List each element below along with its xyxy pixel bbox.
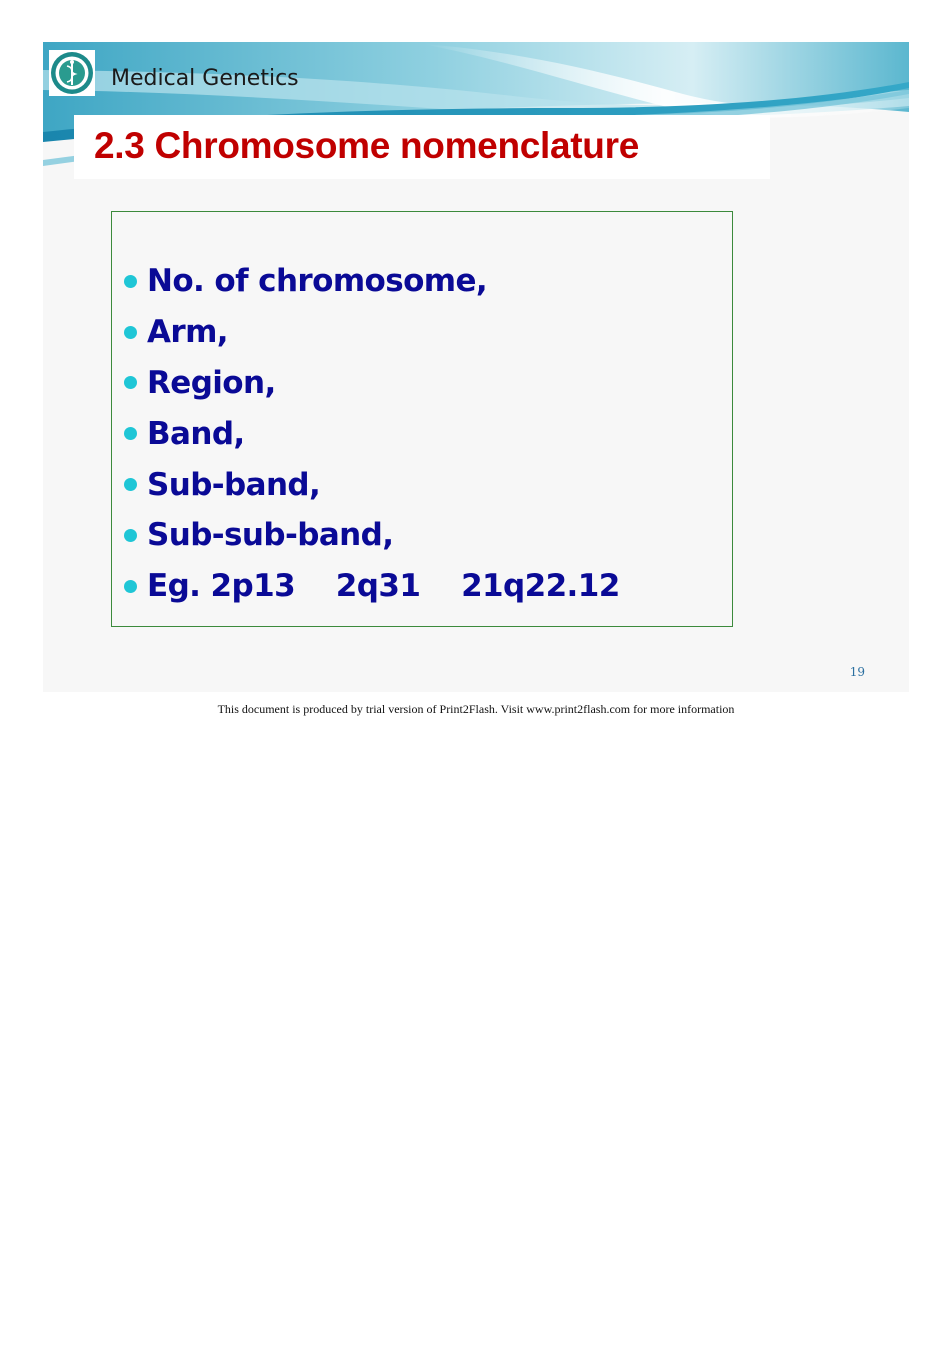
- slide: [43, 42, 909, 692]
- bullet-text: Sub-sub-band,: [147, 517, 394, 554]
- bullet-text: Eg. 2p13 2q31 21q22.12: [147, 568, 620, 605]
- slide-title: 2.3 Chromosome nomenclature: [94, 125, 639, 166]
- list-item: [124, 510, 620, 561]
- list-item: [124, 561, 620, 612]
- list-item: [124, 307, 620, 358]
- page-number: 19: [849, 665, 865, 679]
- bullet-text: No. of chromosome,: [147, 263, 488, 300]
- footer-note: This document is produced by trial version of Print2Flash. Visit www.print2flash.com for more information: [217, 702, 735, 716]
- list-item: [124, 459, 620, 510]
- bullet-dot-icon: [124, 529, 137, 542]
- bullet-dot-icon: [124, 376, 137, 389]
- bullet-list: [124, 256, 620, 612]
- title-box: [74, 115, 770, 179]
- bullet-dot-icon: [124, 427, 137, 440]
- content-box: [111, 211, 733, 627]
- list-item: [124, 408, 620, 459]
- bullet-text: Band,: [147, 415, 245, 452]
- list-item: [124, 358, 620, 409]
- list-item: [124, 256, 620, 307]
- bullet-text: Arm,: [147, 314, 228, 351]
- bullet-dot-icon: [124, 275, 137, 288]
- course-title: Medical Genetics: [111, 66, 299, 91]
- bullet-dot-icon: [124, 478, 137, 491]
- university-seal-icon: [49, 50, 95, 96]
- bullet-text: Region,: [147, 364, 276, 401]
- bullet-dot-icon: [124, 580, 137, 593]
- bullet-dot-icon: [124, 326, 137, 339]
- bullet-text: Sub-band,: [147, 466, 321, 503]
